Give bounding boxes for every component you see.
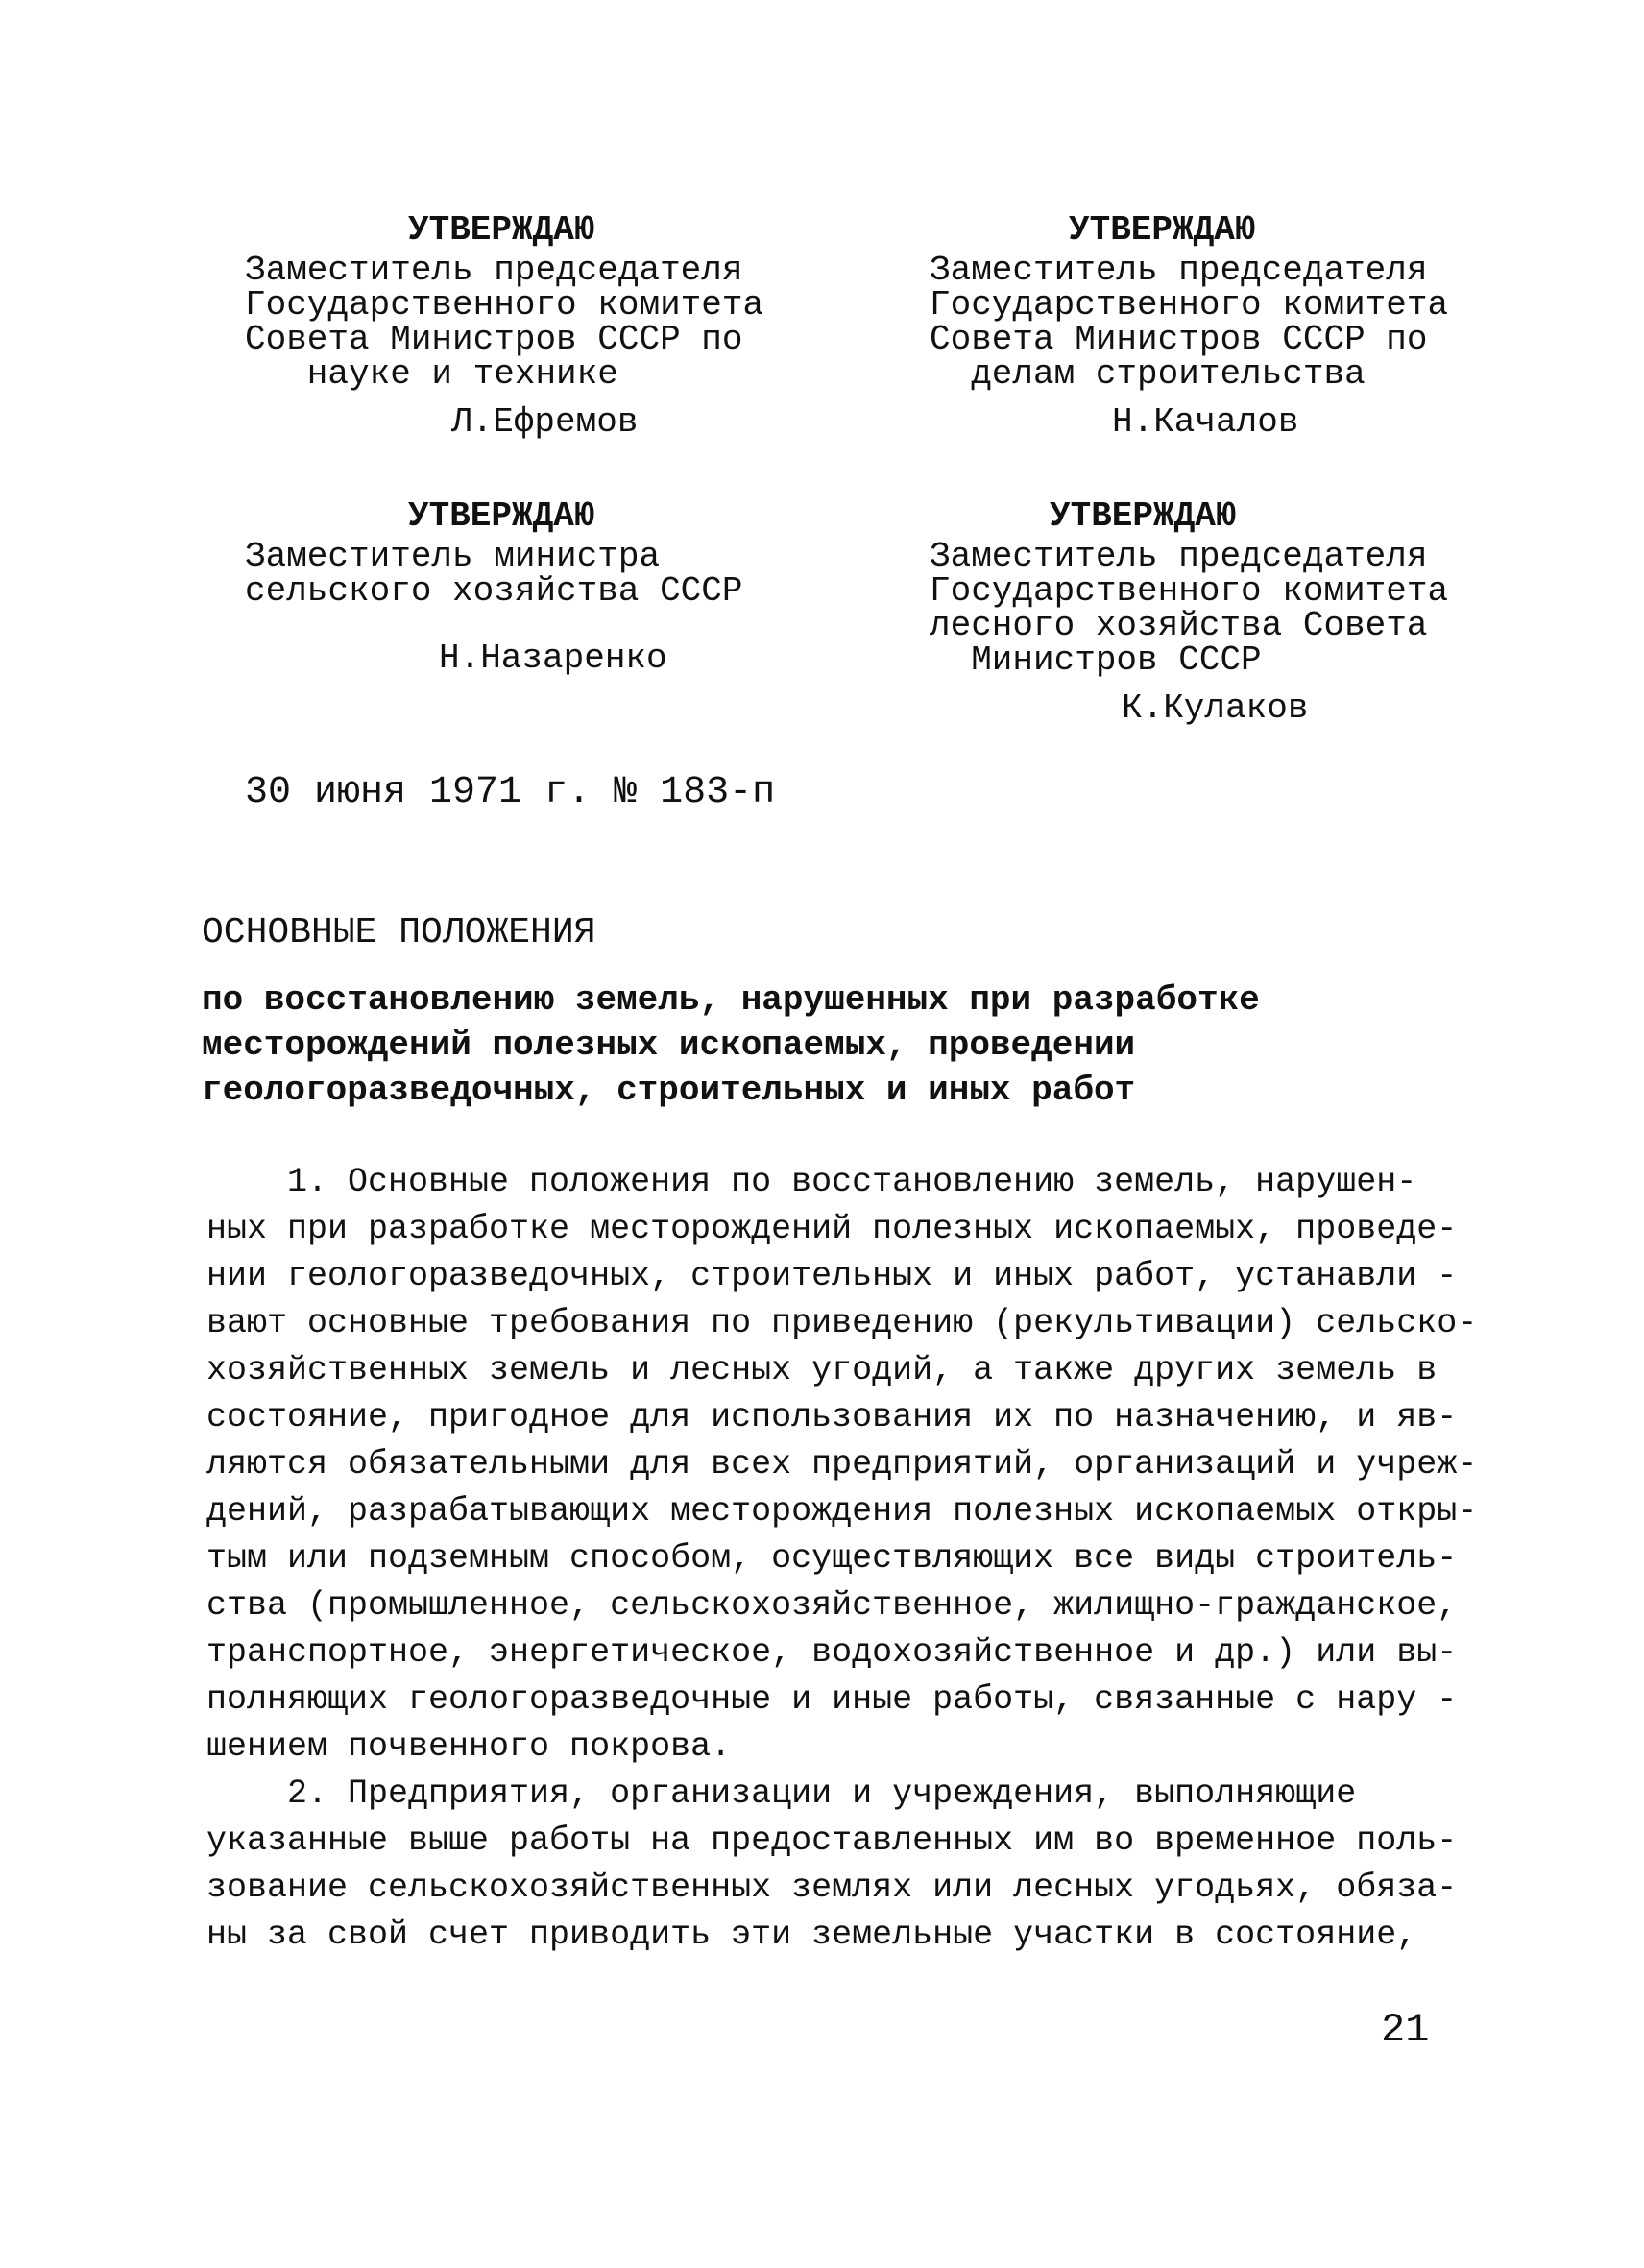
approval-line: Заместитель председателя bbox=[245, 251, 743, 290]
approval-line: Заместитель председателя bbox=[930, 537, 1428, 576]
body-line: ляются обязательными для всех предприятий, организаций и учреж- bbox=[206, 1445, 1478, 1484]
body-line: состояние, пригодное для использования их по назначению, и яв- bbox=[206, 1398, 1458, 1436]
body-line: вают основные требования по приведению (рекультивации) сельско- bbox=[206, 1304, 1478, 1342]
body-line: полняющих геологоразведочные и иные работы, связанные с нару - bbox=[206, 1680, 1458, 1719]
body-line: дений, разрабатывающих месторождения полезных ископаемых откры- bbox=[206, 1492, 1478, 1531]
subtitle-line: геологоразведочных, строительных и иных работ bbox=[202, 1071, 1136, 1110]
approval-signer: Л.Ефремов bbox=[451, 402, 639, 442]
approval-line: Государственного комитета bbox=[930, 571, 1449, 611]
approval-heading: УТВЕРЖДАЮ bbox=[1050, 496, 1237, 536]
subtitle-line: по восстановлению земель, нарушенных при разработке bbox=[202, 980, 1260, 1020]
approval-heading: УТВЕРЖДАЮ bbox=[408, 496, 595, 536]
body-line: нии геологоразведочных, строительных и иных работ, устанавли - bbox=[206, 1257, 1458, 1295]
approval-line: науке и технике bbox=[245, 354, 618, 394]
body-line: зование сельскохозяйственных землях или лесных угодьях, обяза- bbox=[206, 1869, 1458, 1907]
approval-line: Государственного комитета bbox=[245, 285, 764, 325]
page-number: 21 bbox=[1381, 2007, 1430, 2053]
body-line: тым или подземным способом, осуществляющих все виды строитель- bbox=[206, 1539, 1458, 1578]
approval-signer: Н.Назаренко bbox=[439, 639, 667, 678]
approval-signer: К.Кулаков bbox=[1122, 688, 1309, 728]
approval-signer: Н.Качалов bbox=[1112, 402, 1299, 442]
approval-line: сельского хозяйства СССР bbox=[245, 571, 743, 611]
body-line: 1. Основные положения по восстановлению земель, нарушен- bbox=[206, 1163, 1417, 1201]
body-line: указанные выше работы на предоставленных им во временное поль- bbox=[206, 1822, 1458, 1860]
document-subtitle bbox=[202, 977, 1260, 1113]
body-line: шением почвенного покрова. bbox=[206, 1727, 732, 1766]
document-title: ОСНОВНЫЕ ПОЛОЖЕНИЯ bbox=[202, 912, 596, 953]
approval-line: Совета Министров СССР по bbox=[930, 320, 1428, 359]
body-line: ных при разработке месторождений полезных ископаемых, проведе- bbox=[206, 1210, 1458, 1248]
body-line: транспортное, энергетическое, водохозяйственное и др.) или вы- bbox=[206, 1633, 1458, 1672]
approval-line: Государственного комитета bbox=[930, 285, 1449, 325]
approval-line: Заместитель председателя bbox=[930, 251, 1428, 290]
approval-line: делам строительства bbox=[930, 354, 1366, 394]
approval-line: Совета Министров СССР по bbox=[245, 320, 743, 359]
body-line: 2. Предприятия, организации и учреждения, выполняющие bbox=[206, 1774, 1357, 1813]
approval-line: лесного хозяйства Совета bbox=[930, 606, 1428, 645]
body-line: ства (промышленное, сельскохозяйственное, жилищно-гражданское, bbox=[206, 1586, 1458, 1625]
subtitle-line: месторождений полезных ископаемых, проведении bbox=[202, 1025, 1136, 1065]
body-line: ны за свой счет приводить эти земельные участки в состояние, bbox=[206, 1916, 1417, 1954]
date-number-line: 30 июня 1971 г. № 183-п bbox=[245, 771, 776, 814]
body-line: хозяйственных земель и лесных угодий, а также других земель в bbox=[206, 1351, 1438, 1389]
approval-heading: УТВЕРЖДАЮ bbox=[408, 210, 595, 250]
approval-line: Министров СССР bbox=[930, 640, 1262, 680]
body-text bbox=[206, 1159, 1477, 1959]
approval-heading: УТВЕРЖДАЮ bbox=[1069, 210, 1256, 250]
approval-line: Заместитель министра bbox=[245, 537, 661, 576]
